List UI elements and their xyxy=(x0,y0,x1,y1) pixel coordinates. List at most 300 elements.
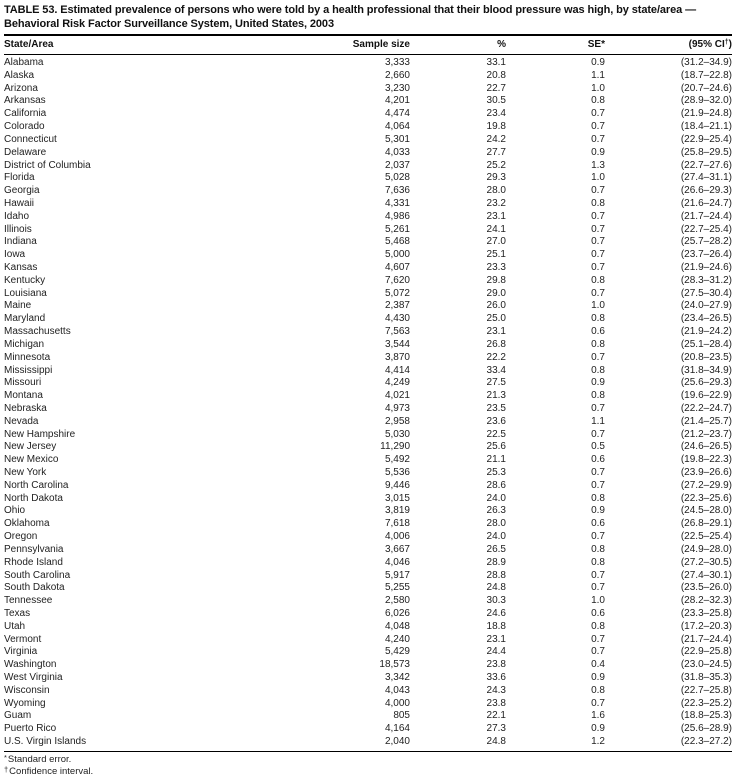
cell-confidence-interval: (19.8–22.3) xyxy=(680,454,732,466)
table-row xyxy=(4,249,732,262)
cell-percent: 23.1 xyxy=(486,633,506,645)
cell-percent: 25.6 xyxy=(486,441,506,453)
cell-state-area: District of Columbia xyxy=(4,159,91,171)
cell-percent: 26.0 xyxy=(486,300,506,312)
table-body xyxy=(4,55,732,752)
cell-percent: 23.4 xyxy=(486,108,506,120)
cell-confidence-interval: (20.8–23.5) xyxy=(680,351,732,363)
cell-confidence-interval: (17.2–20.3) xyxy=(680,620,732,632)
cell-standard-error: 0.7 xyxy=(591,287,605,299)
cell-confidence-interval: (24.9–28.0) xyxy=(680,543,732,555)
cell-percent: 30.3 xyxy=(486,595,506,607)
cell-state-area: Utah xyxy=(4,620,26,632)
cell-standard-error: 0.7 xyxy=(591,569,605,581)
cell-state-area: U.S. Virgin Islands xyxy=(4,736,87,748)
cell-standard-error: 0.6 xyxy=(591,326,605,338)
cell-standard-error: 0.8 xyxy=(591,95,605,107)
cell-standard-error: 0.8 xyxy=(591,313,605,325)
table-row xyxy=(4,621,732,634)
cell-standard-error: 0.7 xyxy=(591,646,605,658)
cell-sample-size: 2,660 xyxy=(384,69,410,81)
cell-standard-error: 0.7 xyxy=(591,236,605,248)
table-row xyxy=(4,55,732,70)
table-row xyxy=(4,454,732,467)
cell-percent: 25.2 xyxy=(486,159,506,171)
cell-percent: 22.1 xyxy=(486,710,506,722)
cell-sample-size: 4,474 xyxy=(384,108,410,120)
cell-confidence-interval: (21.9–24.8) xyxy=(680,108,732,120)
cell-confidence-interval: (25.6–28.9) xyxy=(680,723,732,735)
cell-percent: 21.1 xyxy=(486,454,506,466)
cell-state-area: Louisiana xyxy=(4,287,47,299)
cell-confidence-interval: (24.6–26.5) xyxy=(680,441,732,453)
cell-percent: 24.0 xyxy=(486,531,506,543)
cell-sample-size: 7,618 xyxy=(384,518,410,530)
cell-confidence-interval: (22.5–25.4) xyxy=(680,531,732,543)
cell-confidence-interval: (21.4–25.7) xyxy=(680,415,732,427)
table-row xyxy=(4,211,732,224)
cell-percent: 29.3 xyxy=(486,172,506,184)
cell-confidence-interval: (28.9–32.0) xyxy=(680,95,732,107)
cell-state-area: North Carolina xyxy=(4,479,69,491)
cell-percent: 22.2 xyxy=(486,351,506,363)
cell-state-area: Colorado xyxy=(4,121,45,133)
table-row xyxy=(4,518,732,531)
cell-confidence-interval: (22.7–27.6) xyxy=(680,159,732,171)
cell-percent: 27.7 xyxy=(486,146,506,158)
cell-sample-size: 4,249 xyxy=(384,377,410,389)
cell-sample-size: 4,973 xyxy=(384,402,410,414)
cell-confidence-interval: (20.7–24.6) xyxy=(680,82,732,94)
table-row xyxy=(4,198,732,211)
cell-standard-error: 1.0 xyxy=(591,595,605,607)
cell-percent: 23.2 xyxy=(486,197,506,209)
cell-standard-error: 0.6 xyxy=(591,518,605,530)
cell-percent: 27.0 xyxy=(486,236,506,248)
cell-sample-size: 5,028 xyxy=(384,172,410,184)
cell-state-area: Michigan xyxy=(4,338,45,350)
table-row xyxy=(4,531,732,544)
cell-standard-error: 0.7 xyxy=(591,479,605,491)
cell-sample-size: 3,819 xyxy=(384,505,410,517)
document-page xyxy=(4,0,732,778)
cell-standard-error: 0.6 xyxy=(591,454,605,466)
cell-state-area: Oregon xyxy=(4,531,38,543)
table-row xyxy=(4,108,732,121)
table-row xyxy=(4,390,732,403)
table-row xyxy=(4,160,732,173)
column-header-sample-size: Sample size xyxy=(352,39,410,50)
cell-sample-size: 3,870 xyxy=(384,351,410,363)
cell-percent: 24.2 xyxy=(486,133,506,145)
cell-percent: 30.5 xyxy=(486,95,506,107)
cell-percent: 24.4 xyxy=(486,646,506,658)
cell-confidence-interval: (25.1–28.4) xyxy=(680,338,732,350)
cell-standard-error: 0.8 xyxy=(591,492,605,504)
cell-state-area: Nebraska xyxy=(4,402,47,414)
table-row xyxy=(4,121,732,134)
table-row xyxy=(4,582,732,595)
cell-sample-size: 2,037 xyxy=(384,159,410,171)
footnote-text: Standard error. xyxy=(7,753,72,765)
cell-confidence-interval: (26.8–29.1) xyxy=(680,518,732,530)
cell-sample-size: 4,006 xyxy=(384,531,410,543)
cell-percent: 33.6 xyxy=(486,672,506,683)
cell-confidence-interval: (22.7–25.8) xyxy=(680,684,732,696)
cell-sample-size: 4,331 xyxy=(384,197,410,209)
cell-standard-error: 0.9 xyxy=(591,57,605,68)
cell-state-area: Montana xyxy=(4,390,43,402)
cell-state-area: Hawaii xyxy=(4,197,35,209)
cell-confidence-interval: (25.6–29.3) xyxy=(680,377,732,389)
table-row xyxy=(4,544,732,557)
ci-header-close: ) xyxy=(728,39,732,50)
cell-confidence-interval: (27.4–31.1) xyxy=(680,172,732,184)
cell-confidence-interval: (23.0–24.5) xyxy=(680,659,732,671)
cell-standard-error: 1.6 xyxy=(591,710,605,722)
cell-percent: 23.8 xyxy=(486,659,506,671)
cell-sample-size: 5,492 xyxy=(384,454,410,466)
cell-confidence-interval: (25.7–28.2) xyxy=(680,236,732,248)
cell-state-area: Vermont xyxy=(4,633,42,645)
cell-standard-error: 0.7 xyxy=(591,582,605,594)
cell-standard-error: 0.7 xyxy=(591,467,605,478)
cell-state-area: Florida xyxy=(4,172,35,184)
cell-sample-size: 3,667 xyxy=(384,543,410,555)
cell-standard-error: 0.7 xyxy=(591,210,605,222)
cell-state-area: Idaho xyxy=(4,210,30,222)
table-header xyxy=(4,35,732,55)
cell-sample-size: 4,043 xyxy=(384,684,410,696)
cell-sample-size: 3,333 xyxy=(384,57,410,68)
cell-sample-size: 7,563 xyxy=(384,326,410,338)
cell-state-area: New Jersey xyxy=(4,441,57,453)
table-row xyxy=(4,467,732,480)
cell-confidence-interval: (23.9–26.6) xyxy=(680,467,732,478)
table-row xyxy=(4,95,732,108)
cell-sample-size: 5,468 xyxy=(384,236,410,248)
cell-confidence-interval: (18.7–22.8) xyxy=(680,69,732,81)
cell-confidence-interval: (23.7–26.4) xyxy=(680,249,732,261)
cell-standard-error: 1.0 xyxy=(591,300,605,312)
cell-percent: 29.0 xyxy=(486,287,506,299)
cell-percent: 27.3 xyxy=(486,723,506,735)
cell-standard-error: 0.7 xyxy=(591,108,605,120)
cell-confidence-interval: (27.2–29.9) xyxy=(680,479,732,491)
cell-percent: 25.3 xyxy=(486,467,506,478)
cell-sample-size: 4,986 xyxy=(384,210,410,222)
cell-state-area: Mississippi xyxy=(4,364,53,376)
table-row xyxy=(4,262,732,275)
cell-confidence-interval: (22.9–25.4) xyxy=(680,133,732,145)
cell-state-area: Puerto Rico xyxy=(4,723,57,735)
cell-state-area: Wyoming xyxy=(4,697,46,709)
cell-sample-size: 5,429 xyxy=(384,646,410,658)
column-header-percent: % xyxy=(497,39,506,50)
table-row xyxy=(4,352,732,365)
column-header-standard-error: SE* xyxy=(587,39,605,50)
cell-state-area: Alaska xyxy=(4,69,35,81)
table-row xyxy=(4,570,732,583)
cell-sample-size: 4,021 xyxy=(384,390,410,402)
cell-percent: 25.1 xyxy=(486,249,506,261)
cell-sample-size: 4,201 xyxy=(384,95,410,107)
cell-sample-size: 5,255 xyxy=(384,582,410,594)
cell-percent: 24.8 xyxy=(486,736,506,748)
cell-sample-size: 3,015 xyxy=(384,492,410,504)
cell-standard-error: 0.7 xyxy=(591,633,605,645)
cell-confidence-interval: (18.4–21.1) xyxy=(680,121,732,133)
cell-standard-error: 1.3 xyxy=(591,159,605,171)
cell-standard-error: 1.0 xyxy=(591,82,605,94)
cell-percent: 24.6 xyxy=(486,607,506,619)
cell-percent: 24.0 xyxy=(486,492,506,504)
table-row xyxy=(4,185,732,198)
table-row xyxy=(4,377,732,390)
cell-state-area: Texas xyxy=(4,607,31,619)
cell-confidence-interval: (27.4–30.1) xyxy=(680,569,732,581)
cell-confidence-interval: (22.7–25.4) xyxy=(680,223,732,235)
table-row xyxy=(4,339,732,352)
cell-standard-error: 0.7 xyxy=(591,249,605,261)
cell-sample-size: 7,620 xyxy=(384,274,410,286)
cell-sample-size: 11,290 xyxy=(380,441,410,453)
cell-confidence-interval: (22.9–25.8) xyxy=(680,646,732,658)
cell-percent: 22.7 xyxy=(486,82,506,94)
table-row xyxy=(4,147,732,160)
cell-state-area: Missouri xyxy=(4,377,42,389)
cell-standard-error: 1.2 xyxy=(591,736,605,748)
cell-sample-size: 5,261 xyxy=(384,223,410,235)
table-row xyxy=(4,685,732,698)
cell-percent: 23.1 xyxy=(486,326,506,338)
cell-state-area: Rhode Island xyxy=(4,556,63,568)
cell-sample-size: 4,033 xyxy=(384,146,410,158)
cell-sample-size: 5,000 xyxy=(384,249,410,261)
cell-standard-error: 0.7 xyxy=(591,697,605,709)
cell-standard-error: 0.9 xyxy=(591,146,605,158)
cell-standard-error: 1.0 xyxy=(591,172,605,184)
cell-percent: 24.1 xyxy=(486,223,506,235)
column-header-state-area: State/Area xyxy=(4,39,54,50)
cell-sample-size: 6,026 xyxy=(384,607,410,619)
cell-state-area: South Dakota xyxy=(4,582,65,594)
cell-standard-error: 0.7 xyxy=(591,133,605,145)
table-row xyxy=(4,736,732,751)
cell-sample-size: 3,544 xyxy=(384,338,410,350)
cell-sample-size: 2,958 xyxy=(384,415,410,427)
cell-confidence-interval: (23.3–25.8) xyxy=(680,607,732,619)
cell-percent: 20.8 xyxy=(486,69,506,81)
prevalence-table xyxy=(4,34,732,752)
cell-state-area: Wisconsin xyxy=(4,684,50,696)
cell-confidence-interval: (23.5–26.0) xyxy=(680,582,732,594)
cell-standard-error: 0.7 xyxy=(591,402,605,414)
cell-standard-error: 0.7 xyxy=(591,121,605,133)
cell-standard-error: 0.8 xyxy=(591,390,605,402)
cell-standard-error: 0.8 xyxy=(591,543,605,555)
cell-percent: 22.5 xyxy=(486,428,506,440)
cell-confidence-interval: (18.8–25.3) xyxy=(680,710,732,722)
cell-standard-error: 0.7 xyxy=(591,351,605,363)
ci-header-text: (95% CI xyxy=(688,39,725,50)
cell-standard-error: 0.4 xyxy=(591,659,605,671)
cell-standard-error: 0.8 xyxy=(591,274,605,286)
table-row xyxy=(4,441,732,454)
cell-confidence-interval: (31.2–34.9) xyxy=(680,57,732,68)
cell-percent: 26.3 xyxy=(486,505,506,517)
cell-state-area: Maryland xyxy=(4,313,46,325)
cell-percent: 24.8 xyxy=(486,582,506,594)
column-header-confidence-interval xyxy=(605,35,732,55)
cell-state-area: South Carolina xyxy=(4,569,71,581)
cell-state-area: West Virginia xyxy=(4,672,63,683)
cell-confidence-interval: (22.3–25.6) xyxy=(680,492,732,504)
table-row xyxy=(4,83,732,96)
footnote-confidence-interval xyxy=(4,766,732,778)
cell-confidence-interval: (21.2–23.7) xyxy=(680,428,732,440)
cell-state-area: North Dakota xyxy=(4,492,63,504)
table-row xyxy=(4,634,732,647)
cell-state-area: Tennessee xyxy=(4,595,53,607)
table-row xyxy=(4,659,732,672)
table-row xyxy=(4,557,732,570)
table-row xyxy=(4,672,732,685)
cell-percent: 26.8 xyxy=(486,338,506,350)
cell-standard-error: 0.8 xyxy=(591,338,605,350)
cell-percent: 23.3 xyxy=(486,262,506,273)
table-row xyxy=(4,403,732,416)
cell-sample-size: 4,164 xyxy=(384,723,410,735)
cell-percent: 28.9 xyxy=(486,556,506,568)
cell-state-area: Illinois xyxy=(4,223,32,235)
cell-standard-error: 1.1 xyxy=(591,415,605,427)
cell-sample-size: 3,342 xyxy=(384,672,410,683)
cell-confidence-interval: (21.9–24.2) xyxy=(680,326,732,338)
table-row xyxy=(4,505,732,518)
cell-standard-error: 0.7 xyxy=(591,531,605,543)
cell-sample-size: 4,414 xyxy=(384,364,410,376)
cell-state-area: California xyxy=(4,108,47,120)
table-row xyxy=(4,275,732,288)
cell-sample-size: 5,301 xyxy=(384,133,410,145)
table-row xyxy=(4,224,732,237)
cell-sample-size: 3,230 xyxy=(384,82,410,94)
cell-standard-error: 0.6 xyxy=(591,607,605,619)
cell-standard-error: 0.5 xyxy=(591,441,605,453)
cell-state-area: Delaware xyxy=(4,146,47,158)
cell-sample-size: 5,030 xyxy=(384,428,410,440)
table-row xyxy=(4,288,732,301)
cell-confidence-interval: (31.8–34.9) xyxy=(680,364,732,376)
cell-percent: 23.8 xyxy=(486,697,506,709)
cell-state-area: Ohio xyxy=(4,505,26,517)
table-row xyxy=(4,493,732,506)
cell-percent: 18.8 xyxy=(486,620,506,632)
table-row xyxy=(4,365,732,378)
cell-confidence-interval: (28.2–32.3) xyxy=(680,595,732,607)
cell-state-area: Massachusetts xyxy=(4,326,71,338)
cell-percent: 26.5 xyxy=(486,543,506,555)
dagger-footnote-marker: † xyxy=(4,764,9,774)
table-row xyxy=(4,698,732,711)
cell-state-area: New York xyxy=(4,467,47,478)
cell-standard-error: 0.9 xyxy=(591,723,605,735)
cell-state-area: Nevada xyxy=(4,415,39,427)
cell-standard-error: 0.8 xyxy=(591,197,605,209)
table-row xyxy=(4,595,732,608)
cell-percent: 28.8 xyxy=(486,569,506,581)
cell-percent: 33.1 xyxy=(486,57,506,68)
cell-state-area: Pennsylvania xyxy=(4,543,64,555)
cell-confidence-interval: (24.0–27.9) xyxy=(680,300,732,312)
cell-standard-error: 0.7 xyxy=(591,262,605,273)
cell-percent: 29.8 xyxy=(486,274,506,286)
cell-state-area: Virginia xyxy=(4,646,38,658)
cell-state-area: Washington xyxy=(4,659,57,671)
cell-confidence-interval: (27.5–30.4) xyxy=(680,287,732,299)
table-row xyxy=(4,300,732,313)
cell-confidence-interval: (25.8–29.5) xyxy=(680,146,732,158)
cell-confidence-interval: (21.7–24.4) xyxy=(680,210,732,222)
table-title: TABLE 53. Estimated prevalence of persons who were told by a health professional that their blood pressure was high, by state/area — Behavioral Risk Factor Surveillance System, United States, 2003 xyxy=(4,4,696,30)
cell-percent: 25.0 xyxy=(486,313,506,325)
cell-standard-error: 0.8 xyxy=(591,684,605,696)
footnotes xyxy=(4,754,732,778)
cell-state-area: Connecticut xyxy=(4,133,57,145)
cell-state-area: Georgia xyxy=(4,185,40,197)
cell-standard-error: 0.8 xyxy=(591,364,605,376)
cell-percent: 27.5 xyxy=(486,377,506,389)
cell-confidence-interval: (28.3–31.2) xyxy=(680,274,732,286)
cell-confidence-interval: (26.6–29.3) xyxy=(680,185,732,197)
cell-sample-size: 5,072 xyxy=(384,287,410,299)
table-row xyxy=(4,480,732,493)
cell-sample-size: 5,536 xyxy=(384,467,410,478)
cell-sample-size: 4,000 xyxy=(384,697,410,709)
cell-percent: 19.8 xyxy=(486,121,506,133)
cell-standard-error: 0.9 xyxy=(591,377,605,389)
cell-confidence-interval: (24.5–28.0) xyxy=(680,505,732,517)
cell-state-area: New Hampshire xyxy=(4,428,76,440)
dagger-footnote-marker: † xyxy=(724,39,729,46)
cell-confidence-interval: (22.2–24.7) xyxy=(680,402,732,414)
cell-confidence-interval: (22.3–27.2) xyxy=(680,736,732,748)
cell-confidence-interval: (21.9–24.6) xyxy=(680,262,732,273)
cell-percent: 28.0 xyxy=(486,185,506,197)
cell-sample-size: 805 xyxy=(393,710,410,722)
cell-sample-size: 2,040 xyxy=(384,736,410,748)
cell-state-area: Kansas xyxy=(4,262,38,273)
cell-state-area: Kentucky xyxy=(4,274,46,286)
cell-confidence-interval: (21.7–24.4) xyxy=(680,633,732,645)
cell-state-area: Minnesota xyxy=(4,351,51,363)
cell-percent: 24.3 xyxy=(486,684,506,696)
cell-sample-size: 18,573 xyxy=(379,659,410,671)
cell-sample-size: 4,064 xyxy=(384,121,410,133)
table-row xyxy=(4,429,732,442)
cell-sample-size: 4,048 xyxy=(384,620,410,632)
cell-standard-error: 0.8 xyxy=(591,620,605,632)
table-row xyxy=(4,723,732,736)
cell-state-area: Arkansas xyxy=(4,95,46,107)
table-row xyxy=(4,326,732,339)
cell-standard-error: 1.1 xyxy=(591,69,605,81)
table-row xyxy=(4,236,732,249)
cell-sample-size: 9,446 xyxy=(384,479,410,491)
cell-confidence-interval: (19.6–22.9) xyxy=(680,390,732,402)
asterisk-footnote-marker: * xyxy=(4,752,7,762)
